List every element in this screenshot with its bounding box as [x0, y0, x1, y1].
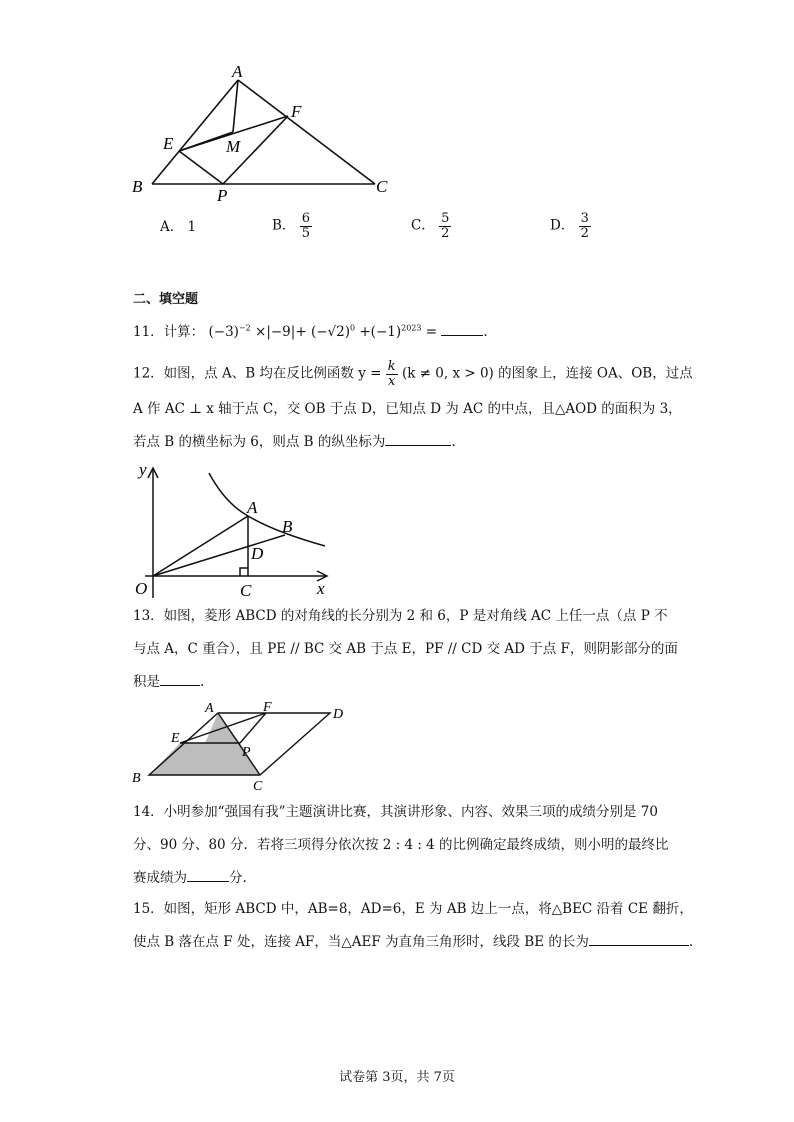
option-d-numerator: 3 — [580, 211, 589, 226]
q11-term-d: +(−1) — [359, 324, 402, 340]
q12-text-c: 若点 B 的横坐标为 6，则点 B 的纵坐标为 — [133, 434, 386, 450]
question-13-line2: 与点 A，C 重合），且 PE // BC 交 AB 于点 E，PF // CD 交 AD 于点 F，则阴影部分的面 — [133, 641, 678, 657]
q11-prefix: 11．计算： — [133, 324, 205, 340]
option-c-fraction — [439, 212, 451, 240]
label-b: B — [132, 771, 141, 786]
label-e: E — [163, 134, 174, 153]
q12-fraction — [386, 360, 398, 388]
q11-exp-d: 2023 — [401, 323, 422, 333]
label-d: D — [333, 707, 344, 722]
segment-ep — [179, 151, 223, 184]
q12-end: . — [451, 434, 456, 450]
label-c: C — [253, 779, 263, 790]
option-b-numerator: 6 — [301, 211, 310, 226]
segment-ab — [152, 80, 238, 184]
label-c: C — [376, 177, 388, 196]
option-c-numerator: 5 — [441, 211, 450, 226]
option-d[interactable] — [550, 212, 591, 240]
q12-answer-blank[interactable] — [385, 445, 451, 446]
label-a: A — [247, 498, 258, 517]
label-o: O — [135, 579, 148, 598]
segment-ac — [238, 80, 375, 184]
option-c-key: C． — [411, 217, 435, 234]
section-title: 二、填空题 — [133, 292, 199, 307]
option-a[interactable] — [160, 221, 196, 235]
label-d: D — [251, 544, 264, 563]
q12-text-b: (k ≠ 0, x > 0) 的图象上，连接 OA、OB，过点 — [401, 365, 693, 382]
option-d-key: D． — [550, 217, 575, 234]
q14-text-d: 分. — [229, 870, 247, 886]
figure-rhombus — [125, 700, 355, 790]
q11-term-c: (−√2) — [310, 324, 350, 340]
q12-denominator: x — [388, 373, 396, 389]
q11-term-a: (−3) — [208, 324, 239, 340]
label-y: y — [139, 460, 147, 479]
question-12-line3 — [133, 436, 456, 450]
right-angle-mark — [240, 568, 248, 576]
option-b-fraction — [300, 212, 312, 240]
q11-exp-c: 0 — [349, 323, 356, 333]
q13-end: . — [200, 674, 205, 690]
question-14-line2: 分、90 分、80 分．若将三项得分依次按 2 : 4 : 4 的比例确定最终成绩，则小明的最终比 — [133, 837, 669, 853]
option-d-fraction — [579, 212, 591, 240]
question-12-line2: A 作 AC ⊥ x 轴于点 C，交 OB 于点 D，已知点 D 为 AC 的中点，且△AOD 的面积为 3， — [133, 401, 682, 417]
q13-text-c: 积是 — [133, 674, 160, 690]
q11-equals: = — [425, 324, 438, 340]
q12-numerator: k — [387, 359, 396, 374]
segment-oa — [153, 516, 248, 576]
label-f: F — [291, 102, 302, 121]
option-b-denominator: 5 — [301, 225, 310, 241]
label-p: P — [242, 745, 251, 760]
segment-am — [233, 80, 238, 132]
option-d-denominator: 2 — [580, 225, 589, 241]
label-f: F — [263, 700, 272, 715]
q15-text-b: 使点 B 落在点 F 处，连接 AF，当△AEF 为直角三角形时，线段 BE 的长为 — [133, 934, 589, 950]
question-15-line1: 15．如图，矩形 ABCD 中，AB=8，AD=6，E 为 AB 边上一点，将△BEC 沿着 CE 翻折， — [133, 901, 693, 917]
q14-answer-blank[interactable] — [187, 881, 229, 882]
segment-ob — [153, 535, 285, 576]
question-14-line1: 14．小明参加“强国有我”主题演讲比赛，其演讲形象、内容、效果三项的成绩分别是 70 — [133, 804, 658, 820]
q15-answer-blank[interactable] — [589, 945, 689, 946]
option-a-value: 1 — [187, 219, 197, 235]
q11-answer-blank[interactable] — [441, 335, 483, 336]
q11-end: . — [483, 324, 488, 340]
q13-answer-blank[interactable] — [160, 685, 200, 686]
q11-term-b: ×|−9|+ — [255, 324, 307, 340]
hyperbola-curve — [209, 473, 325, 546]
question-13-line3 — [133, 676, 204, 690]
figure-triangle-abc — [120, 55, 410, 205]
q15-end: . — [688, 934, 694, 950]
label-b: B — [282, 517, 293, 536]
shaded-region — [149, 713, 260, 775]
option-c[interactable] — [411, 212, 451, 240]
label-m: M — [226, 137, 241, 156]
label-p: P — [217, 186, 228, 205]
figure-hyperbola — [125, 458, 345, 603]
option-b-key: B． — [272, 217, 296, 234]
option-b[interactable] — [272, 212, 312, 240]
label-e: E — [171, 731, 180, 746]
option-a-key: A． — [160, 219, 184, 235]
label-a: A — [205, 701, 214, 716]
question-14-line3 — [133, 872, 247, 886]
label-x: x — [317, 579, 325, 598]
label-c: C — [240, 581, 252, 600]
question-13-line1: 13．如图，菱形 ABCD 的对角线的长分别为 2 和 6，P 是对角线 AC 上任一点（点 P 不 — [133, 608, 668, 624]
q12-text-a: 12．如图，点 A、B 均在反比例函数 y = — [133, 365, 382, 382]
option-c-denominator: 2 — [441, 225, 450, 241]
q11-exp-a: −2 — [238, 323, 251, 333]
question-12-line1 — [133, 360, 693, 388]
question-15-line2 — [133, 936, 693, 950]
page-footer: 试卷第 3页，共 7页 — [339, 1070, 455, 1085]
q14-text-c: 赛成绩为 — [133, 870, 187, 886]
question-11 — [133, 323, 488, 340]
label-a: A — [232, 62, 243, 81]
label-b: B — [132, 177, 143, 196]
